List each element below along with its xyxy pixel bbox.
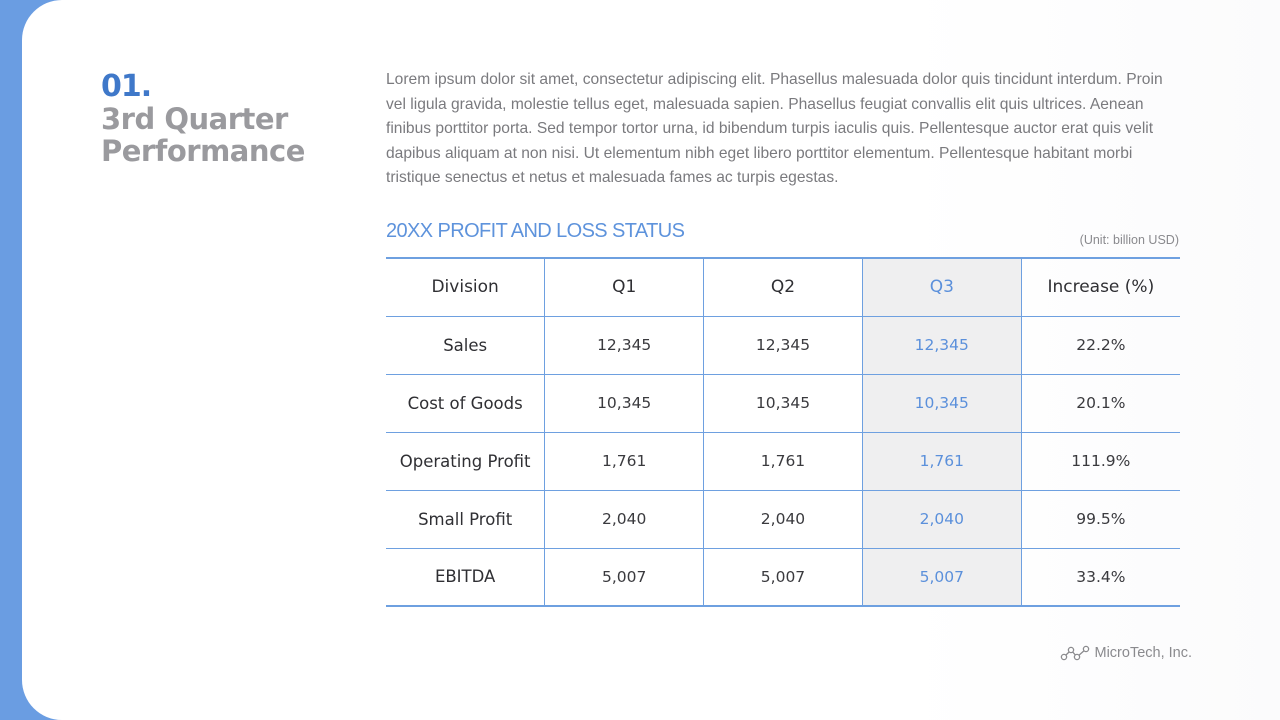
cell-q3: 10,345 (862, 374, 1021, 432)
cell-division: EBITDA (386, 548, 545, 606)
cell-q1: 12,345 (545, 316, 704, 374)
cell-increase: 22.2% (1021, 316, 1180, 374)
line-graph-nodes-icon (1060, 645, 1090, 661)
cell-increase: 20.1% (1021, 374, 1180, 432)
header-q3: Q3 (862, 258, 1021, 316)
company-footer (1060, 645, 1193, 661)
cell-division: Operating Profit (386, 432, 545, 490)
cell-q3: 1,761 (862, 432, 1021, 490)
company-name: MicroTech, Inc. (1094, 645, 1192, 661)
header-increase: Increase (%) (1021, 258, 1180, 316)
cell-q2: 5,007 (704, 548, 863, 606)
section-title: 3rd Quarter Performance (101, 102, 305, 168)
header-q1: Q1 (545, 258, 704, 316)
table-row (386, 490, 1180, 548)
cell-q3: 12,345 (862, 316, 1021, 374)
cell-increase: 99.5% (1021, 490, 1180, 548)
cell-q2: 1,761 (704, 432, 863, 490)
table-row (386, 548, 1180, 606)
table-row (386, 432, 1180, 490)
cell-division: Cost of Goods (386, 374, 545, 432)
cell-increase: 111.9% (1021, 432, 1180, 490)
header-division: Division (386, 258, 545, 316)
cell-q1: 2,040 (545, 490, 704, 548)
table-title: 20XX PROFIT AND LOSS STATUS (386, 220, 685, 242)
cell-q1: 1,761 (545, 432, 704, 490)
table-row (386, 374, 1180, 432)
table-row (386, 316, 1180, 374)
cell-q1: 10,345 (545, 374, 704, 432)
unit-label: (Unit: billion USD) (1079, 233, 1179, 247)
table-header-row (386, 258, 1180, 316)
cell-division: Small Profit (386, 490, 545, 548)
cell-increase: 33.4% (1021, 548, 1180, 606)
cell-division: Sales (386, 316, 545, 374)
cell-q1: 5,007 (545, 548, 704, 606)
cell-q2: 2,040 (704, 490, 863, 548)
profit-loss-table (386, 257, 1180, 607)
body-paragraph: Lorem ipsum dolor sit amet, consectetur adipiscing elit. Phasellus malesuada dolor quis tincidunt interdum. Proin vel ligula gravida, molestie tellus eget, malesuada sapien. Phasellus feugiat convallis elit quis ultrices. Aenean finibus porttitor porta. Sed tempor tortor urna, id bibendum turpis iaculis quis. Pellentesque auctor erat quis velit dapibus aliquam at non nisi. Ut elementum nibh eget libero porttitor elementum. Pellentesque habitant morbi tristique senectus et netus et malesuada fames ac turpis egestas. (386, 71, 1163, 187)
header-q2: Q2 (704, 258, 863, 316)
section-number: 01. (101, 69, 152, 104)
cell-q2: 12,345 (704, 316, 863, 374)
cell-q2: 10,345 (704, 374, 863, 432)
cell-q3: 2,040 (862, 490, 1021, 548)
cell-q3: 5,007 (862, 548, 1021, 606)
